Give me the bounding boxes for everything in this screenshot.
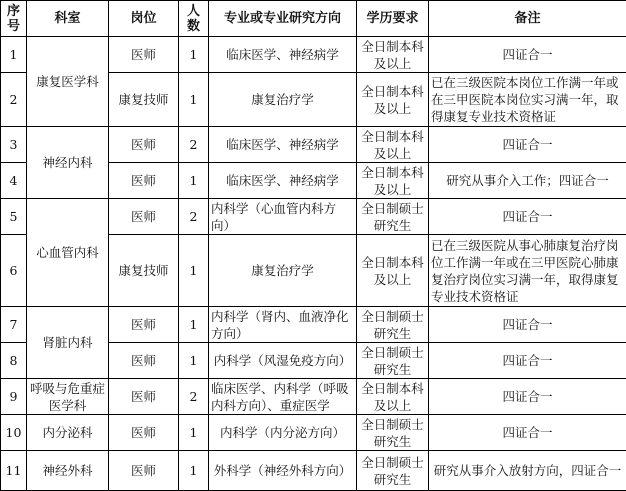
cell-major: 临床医学、神经病学	[209, 163, 357, 199]
cell-seq: 7	[1, 307, 27, 343]
cell-count: 2	[179, 379, 209, 415]
cell-position: 康复技师	[109, 73, 179, 127]
cell-dept: 肾脏内科	[27, 307, 109, 379]
cell-count: 1	[179, 37, 209, 73]
cell-seq: 11	[1, 451, 27, 491]
cell-remarks: 已在三级医院本岗位工作满一年或在三甲医院本岗位实习满一年，取得康复专业技术资格证	[429, 73, 626, 127]
cell-major: 内科学（内分泌方向）	[209, 415, 357, 451]
cell-dept: 内分泌科	[27, 415, 109, 451]
cell-dept: 心血管内科	[27, 199, 109, 307]
cell-count: 2	[179, 199, 209, 235]
cell-remarks: 四证合一	[429, 199, 626, 235]
cell-position: 医师	[109, 163, 179, 199]
table-row	[1, 379, 626, 415]
cell-position: 医师	[109, 127, 179, 163]
cell-education: 全日制硕士研究生	[357, 343, 429, 379]
cell-education: 全日制本科及以上	[357, 163, 429, 199]
cell-dept: 呼吸与危重症医学科	[27, 379, 109, 415]
cell-seq: 10	[1, 415, 27, 451]
header-education: 学历要求	[357, 1, 429, 37]
table-row	[1, 127, 626, 163]
cell-count: 1	[179, 451, 209, 491]
header-position: 岗位	[109, 1, 179, 37]
cell-remarks: 研究从事介入工作；四证合一	[429, 163, 626, 199]
cell-education: 全日制本科及以上	[357, 235, 429, 307]
table-row	[1, 415, 626, 451]
cell-seq: 5	[1, 199, 27, 235]
cell-position: 医师	[109, 343, 179, 379]
cell-major: 康复治疗学	[209, 235, 357, 307]
cell-count: 1	[179, 343, 209, 379]
table-row	[1, 451, 626, 491]
cell-dept: 康复医学科	[27, 37, 109, 127]
cell-remarks: 四证合一	[429, 343, 626, 379]
cell-count: 1	[179, 163, 209, 199]
header-major: 专业或专业研究方向	[209, 1, 357, 37]
table-row	[1, 199, 626, 235]
cell-education: 全日制硕士研究生	[357, 415, 429, 451]
cell-remarks: 四证合一	[429, 37, 626, 73]
cell-position: 医师	[109, 415, 179, 451]
cell-seq: 9	[1, 379, 27, 415]
cell-remarks: 四证合一	[429, 127, 626, 163]
cell-seq: 2	[1, 73, 27, 127]
cell-count: 1	[179, 235, 209, 307]
cell-seq: 6	[1, 235, 27, 307]
cell-major: 康复治疗学	[209, 73, 357, 127]
cell-position: 康复技师	[109, 235, 179, 307]
cell-count: 1	[179, 415, 209, 451]
cell-education: 全日制本科及以上	[357, 379, 429, 415]
cell-seq: 1	[1, 37, 27, 73]
cell-position: 医师	[109, 307, 179, 343]
cell-major: 临床医学、内科学（呼吸内科方向）、重症医学	[209, 379, 357, 415]
cell-education: 全日制本科及以上	[357, 37, 429, 73]
cell-major: 临床医学、神经病学	[209, 127, 357, 163]
cell-major: 内科学（风湿免疫方向）	[209, 343, 357, 379]
cell-count: 1	[179, 73, 209, 127]
cell-education: 全日制本科及以上	[357, 127, 429, 163]
cell-major: 外科学（神经外科方向）	[209, 451, 357, 491]
cell-count: 1	[179, 307, 209, 343]
cell-remarks: 四证合一	[429, 379, 626, 415]
cell-position: 医师	[109, 199, 179, 235]
cell-major: 内科学（心血管内科方向）	[209, 199, 357, 235]
cell-major: 临床医学、神经病学	[209, 37, 357, 73]
header-remarks: 备注	[429, 1, 626, 37]
cell-remarks: 四证合一	[429, 415, 626, 451]
cell-education: 全日制本科及以上	[357, 73, 429, 127]
cell-dept: 神经外科	[27, 451, 109, 491]
header-seq: 序号	[1, 1, 27, 37]
header-row	[1, 1, 626, 37]
header-dept: 科室	[27, 1, 109, 37]
cell-dept: 神经内科	[27, 127, 109, 199]
cell-position: 医师	[109, 379, 179, 415]
cell-seq: 3	[1, 127, 27, 163]
cell-education: 全日制硕士研究生	[357, 199, 429, 235]
cell-education: 全日制硕士研究生	[357, 307, 429, 343]
cell-education: 全日制硕士研究生	[357, 451, 429, 491]
header-count: 人数	[179, 1, 209, 37]
cell-seq: 4	[1, 163, 27, 199]
cell-count: 2	[179, 127, 209, 163]
cell-remarks: 已在三级医院从事心肺康复治疗岗位工作满一年或在三甲医院心肺康复治疗岗位实习满一年，取得康复专业技术资格证	[429, 235, 626, 307]
table-row	[1, 37, 626, 73]
cell-position: 医师	[109, 37, 179, 73]
cell-remarks: 四证合一	[429, 307, 626, 343]
cell-position: 医师	[109, 451, 179, 491]
table-row	[1, 307, 626, 343]
cell-seq: 8	[1, 343, 27, 379]
cell-remarks: 研究从事介入放射方向，四证合一	[429, 451, 626, 491]
cell-major: 内科学（肾内、血液净化方向）	[209, 307, 357, 343]
